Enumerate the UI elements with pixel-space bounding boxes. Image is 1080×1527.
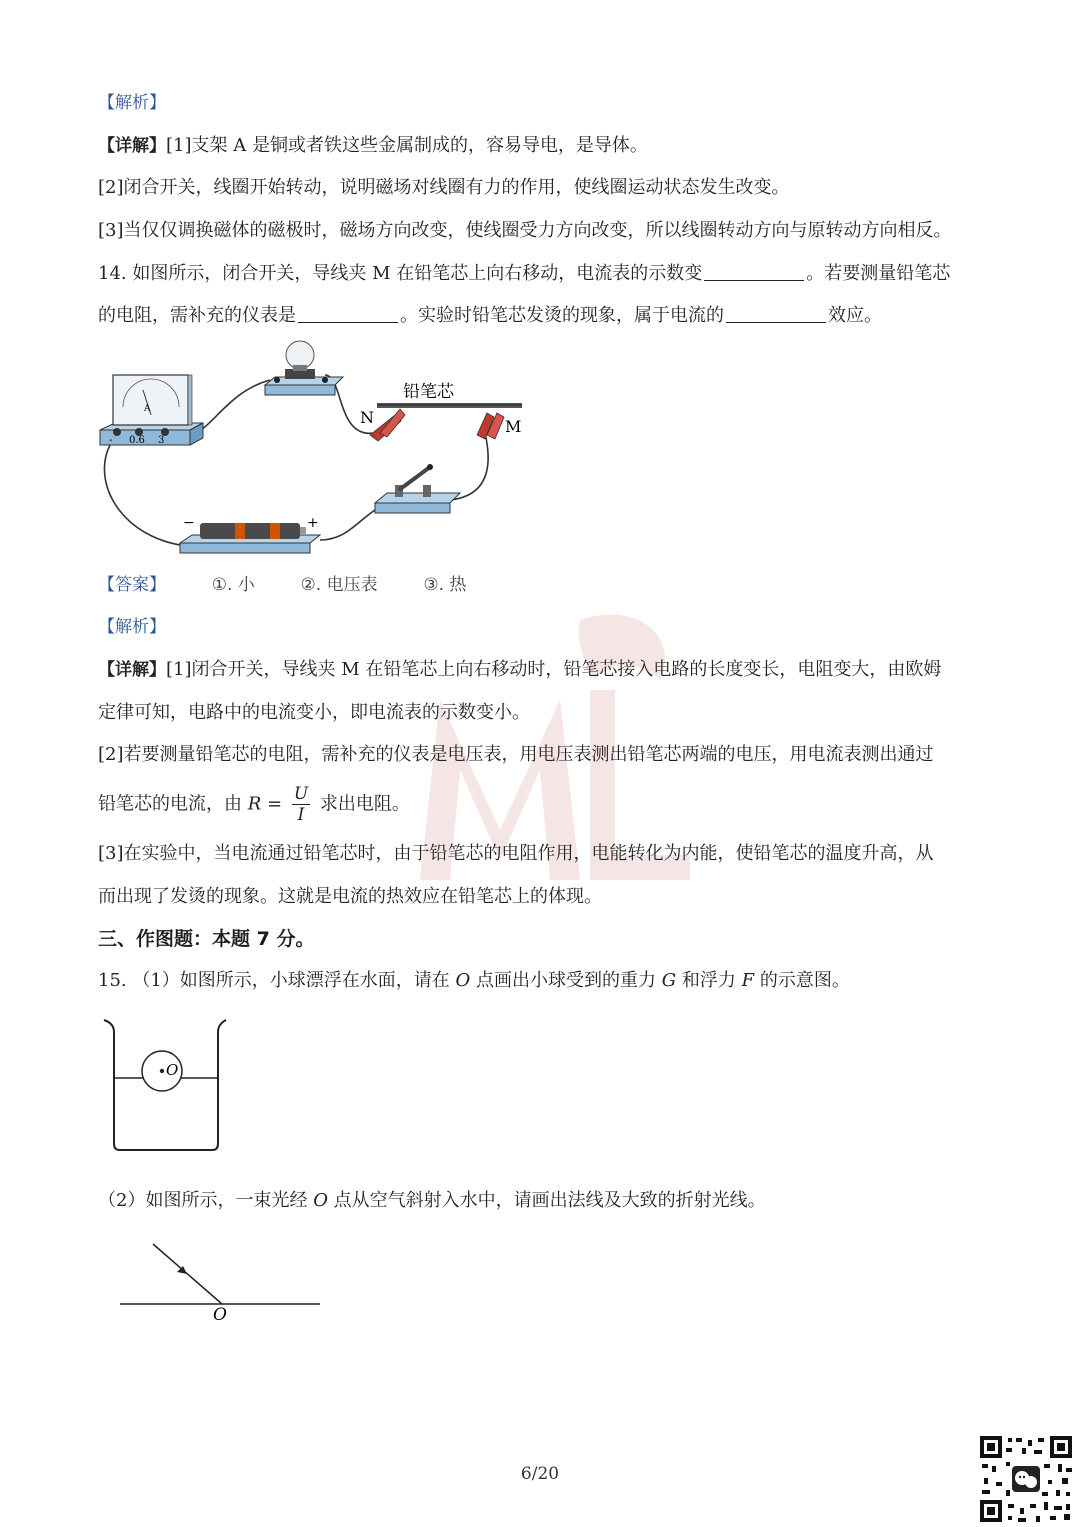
q13-detail-3: [3]当仅仅调换磁体的磁极时，磁场方向改变，使线圈受力方向改变，所以线圈转动方向与原转动方向相反。 <box>98 220 952 241</box>
qr-code <box>978 1434 1074 1524</box>
q14-answer: 【答案】 ①. 小 ②. 电压表 ③. 热 <box>98 575 467 595</box>
q15-part2-text: （2）如图所示，一束光经 O 点从空气斜射入水中，请画出法线及大致的折射光线。 <box>98 1190 766 1211</box>
section-3-heading: 三、作图题：本题 7 分。 <box>98 928 315 950</box>
point-o-label: O <box>166 1061 179 1079</box>
page-number: 6/20 <box>520 1464 560 1484</box>
q14-detail-2a: [2]若要测量铅笔芯的电阻，需补充的仪表是电压表，用电压表测出铅笔芯两端的电压，用电流表测出通过 <box>98 744 934 765</box>
terminal-minus: - <box>109 435 113 446</box>
answer-blank-1 <box>704 262 804 281</box>
formula-fraction: $\frac{U}{I}$ <box>293 784 309 825</box>
switch <box>375 464 460 513</box>
battery-plus: + <box>307 515 319 531</box>
analysis-heading: 【解析】 <box>98 93 166 113</box>
q14-detail-3b: 而出现了发烫的现象。这就是电流的热效应在铅笔芯上的体现。 <box>98 886 602 907</box>
answer-blank-3 <box>726 304 826 323</box>
answer-1: ①. 小 <box>211 575 255 595</box>
circuit-figure <box>95 335 535 565</box>
q13-detail-1: 【详解】[1]支架 A 是铜或者铁这些金属制成的，容易导电，是导体。 <box>98 135 648 156</box>
terminal-0-6: 0.6 <box>129 435 145 446</box>
terminal-3: 3 <box>158 435 165 446</box>
q14-detail-3a: [3]在实验中，当电流通过铅笔芯时，由于铅笔芯的电阻作用，电能转化为内能，使铅笔芯的温度升高，从 <box>98 843 934 864</box>
formula-r: R <box>247 793 262 815</box>
point-o-label-2: O <box>213 1305 227 1325</box>
q14-question-line-1: 14. 如图所示，闭合开关，导线夹 M 在铅笔芯上向右移动，电流表的示数变 。若要测量铅笔芯 <box>98 263 951 284</box>
light-ray-figure <box>115 1236 325 1326</box>
ammeter-letter: A <box>144 404 151 414</box>
answer-3: ③. 热 <box>423 575 467 595</box>
clip-m <box>477 413 504 439</box>
q14-detail-2b: 铅笔芯的电流，由 R = $\frac{U}{I}$ 求出电阻。 <box>98 784 410 825</box>
beaker-figure <box>100 1016 230 1156</box>
light-bulb <box>265 341 343 395</box>
q14-analysis-heading: 【解析】 <box>98 617 166 637</box>
battery <box>180 515 320 553</box>
clip-n <box>370 409 405 441</box>
label-n: N <box>360 408 374 427</box>
label-m: M <box>505 417 522 436</box>
q13-detail-2: [2]闭合开关，线圈开始转动，说明磁场对线圈有力的作用，使线圈运动状态发生改变。 <box>98 177 790 198</box>
q15-part1-text: 15. （1）如图所示，小球漂浮在水面，请在 O 点画出小球受到的重力 G 和浮力 F 的示意图。 <box>98 970 850 991</box>
q14-detail-1a: 【详解】[1]闭合开关，导线夹 M 在铅笔芯上向右移动时，铅笔芯接入电路的长度变长，电阻变大，由欧姆 <box>98 659 942 680</box>
q14-detail-1b: 定律可知，电路中的电流变小，即电流表的示数变小。 <box>98 702 530 723</box>
ammeter <box>100 375 203 446</box>
q14-question-line-2: 的电阻，需补充的仪表是 。实验时铅笔芯发烫的现象，属于电流的 效应。 <box>98 305 882 326</box>
battery-minus: − <box>183 515 195 531</box>
answer-2: ②. 电压表 <box>300 575 378 595</box>
pencil-lead-label: 铅笔芯 <box>403 382 454 402</box>
answer-blank-2 <box>298 304 398 323</box>
